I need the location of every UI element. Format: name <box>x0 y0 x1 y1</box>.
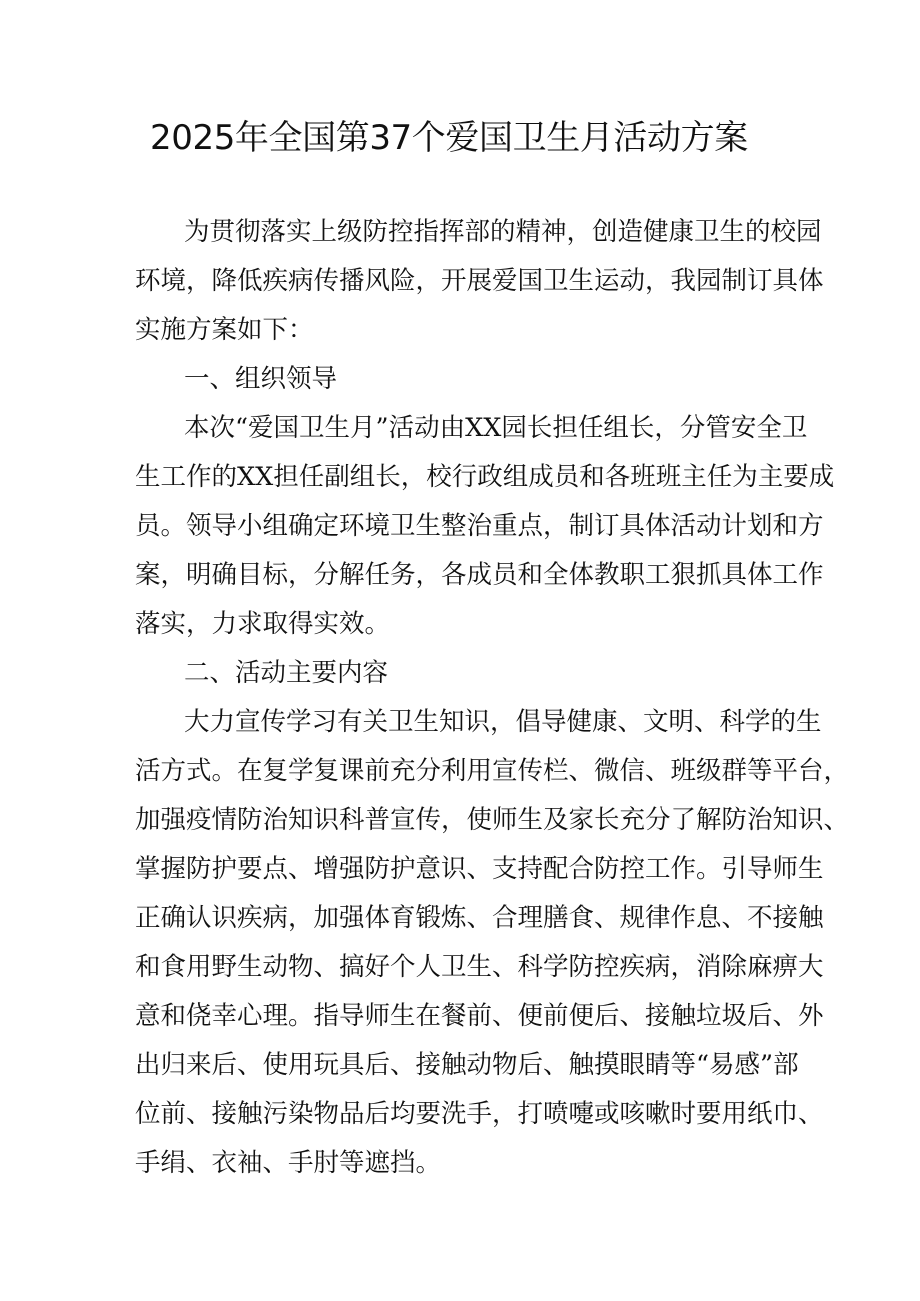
paragraph-line: 掌握防护要点、增强防护意识、支持配合防控工作。引导师生 <box>135 854 824 884</box>
paragraph-line: 出归来后、使用玩具后、接触动物后、触摸眼睛等“易感”部 <box>135 1050 799 1080</box>
paragraph-line: 和食用野生动物、搞好个人卫生、科学防控疾病，消除麻痹大 <box>135 952 824 982</box>
paragraph-line: 正确认识疾病，加强体育锻炼、合理膳食、规律作息、不接触 <box>135 903 824 933</box>
paragraph-line: 手绢、衣袖、手肘等遮挡。 <box>135 1148 442 1178</box>
section-heading: 一、组织领导 <box>184 364 338 394</box>
paragraph-line: 本次“爱国卫生月”活动由XX园长担任组长，分管安全卫 <box>184 413 808 443</box>
paragraph-line: 意和侥幸心理。指导师生在餐前、便前便后、接触垃圾后、外 <box>135 1001 824 1031</box>
paragraph-line: 为贯彻落实上级防控指挥部的精神，创造健康卫生的校园 <box>184 217 822 247</box>
paragraph-line: 案，明确目标，分解任务，各成员和全体教职工狠抓具体工作 <box>135 560 824 590</box>
paragraph-line: 位前、接触污染物品后均要洗手，打喷嚏或咳嗽时要用纸巾、 <box>135 1099 824 1129</box>
paragraph-line: 员。领导小组确定环境卫生整治重点，制订具体活动计划和方 <box>135 511 824 541</box>
paragraph-line: 加强疫情防治知识科普宣传，使师生及家长充分了解防治知识、 <box>135 805 850 835</box>
paragraph-line: 活方式。在复学复课前充分利用宣传栏、微信、班级群等平台， <box>135 756 850 786</box>
paragraph-line: 落实，力求取得实效。 <box>135 609 391 639</box>
section-heading: 二、活动主要内容 <box>184 658 389 688</box>
document-title: 2025年全国第37个爱国卫生月活动方案 <box>150 118 748 158</box>
paragraph-line: 生工作的XX担任副组长，校行政组成员和各班班主任为主要成 <box>135 462 835 492</box>
paragraph-line: 实施方案如下： <box>135 315 314 345</box>
paragraph-line: 环境，降低疾病传播风险，开展爱国卫生运动，我园制订具体 <box>135 266 824 296</box>
paragraph-line: 大力宣传学习有关卫生知识，倡导健康、文明、科学的生 <box>184 707 822 737</box>
